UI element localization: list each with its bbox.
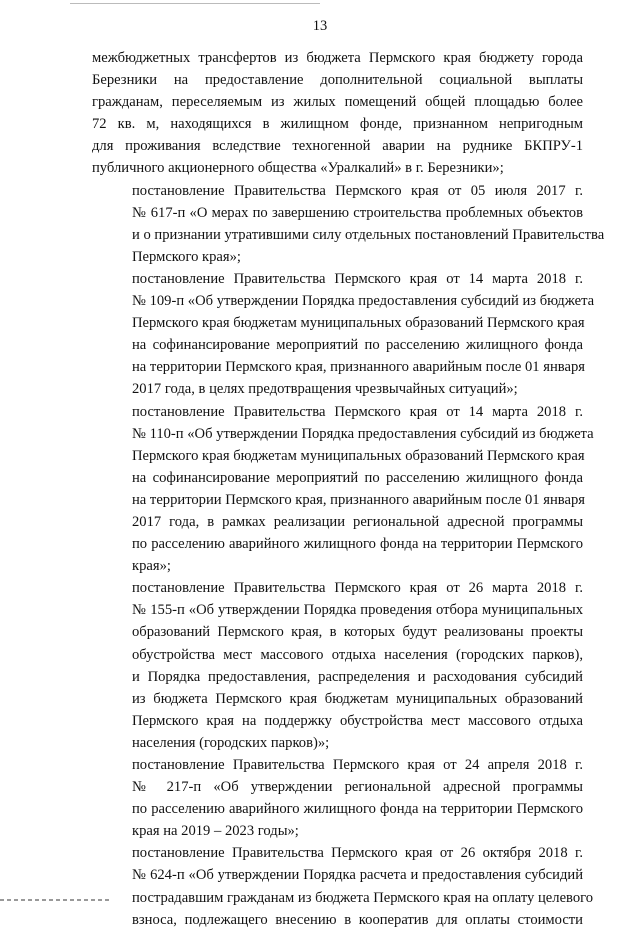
paragraph [92, 268, 595, 401]
text-line: постановление Правительства Пермского края от 26 марта 2018 г. [132, 580, 583, 597]
text-line: межбюджетных трансфертов из бюджета Пермского края бюджету города [92, 50, 583, 66]
text-line: на софинансирование мероприятий по расселению жилищного фонда [132, 469, 583, 486]
text-line: постановление Правительства Пермского края от 14 марта 2018 г. [132, 403, 583, 420]
text-line: № 110-п «Об утверждении Порядка предоставления субсидий из бюджета [132, 425, 594, 442]
paragraph [92, 842, 594, 930]
text-line: гражданам, переселяемым из жилых помещений общей площадью более [92, 94, 583, 111]
text-line: на территории Пермского края, признанного аварийным после 01 января [132, 491, 585, 508]
text-line: Пермского края»; [132, 248, 241, 265]
text-line: населения (городских парков)»; [132, 734, 330, 751]
text-line: по расселению аварийного жилищного фонда на территории Пермского [132, 801, 583, 818]
text-line: на территории Пермского края, признанного аварийным после 01 января [132, 359, 585, 376]
text-line: постановление Правительства Пермского края от 26 октября 2018 г. [132, 845, 583, 862]
paragraph [92, 577, 583, 754]
text-line: 72 кв. м, находящихся в жилищном фонде, признанном непригодным [92, 116, 583, 133]
text-line: 2017 года, в рамках реализации региональной адресной программы [132, 513, 583, 530]
text-line: по расселению аварийного жилищного фонда на территории Пермского [132, 536, 583, 553]
text-line: постановление Правительства Пермского края от 14 марта 2018 г. [132, 270, 583, 287]
text-line: № 617-п «О мерах по завершению строительства проблемных объектов [132, 204, 583, 221]
scan-artifact-top [70, 3, 320, 4]
text-line: Пермского края на поддержку обустройства мест массового отдыха [132, 712, 583, 729]
text-line: Пермского края бюджетам муниципальных образований Пермского края [132, 447, 585, 464]
paragraph [92, 47, 583, 180]
paragraph [92, 401, 594, 578]
text-line: Пермского края бюджетам муниципальных образований Пермского края [132, 315, 585, 332]
text-line: образований Пермского края, в которых будут реализованы проекты [132, 624, 583, 641]
text-line: из бюджета Пермского края бюджетам муниципальных образований [132, 690, 583, 707]
text-line: постановление Правительства Пермского края от 24 апреля 2018 г. [132, 757, 583, 773]
scan-artifact-bottom [0, 899, 110, 901]
text-line: обустройства мест массового отдыха населения (городских парков), [132, 646, 583, 663]
text-line: № 217-п «Об утверждении региональной адресной программы [132, 779, 583, 796]
text-line: 2017 года, в целях предотвращения чрезвычайных ситуаций»; [132, 381, 518, 398]
text-line: Березники на предоставление дополнительной социальной выплаты [92, 72, 583, 89]
text-line: и Порядка предоставления, распределения и расходования субсидий [132, 668, 583, 685]
text-line: № 624-п «Об утверждении Порядка расчета и предоставления субсидий [132, 867, 583, 884]
paragraph [92, 180, 605, 268]
document-body [92, 47, 605, 931]
text-line: публичного акционерного общества «Уралкалий» в г. Березники»; [92, 160, 504, 177]
text-line: взноса, подлежащего внесению в кооператив для оплаты стоимости [132, 911, 583, 928]
text-line: на софинансирование мероприятий по расселению жилищного фонда [132, 337, 583, 354]
text-line: края на 2019 – 2023 годы»; [132, 823, 299, 840]
text-line: для проживания вследствие техногенной аварии на руднике БКПРУ-1 [92, 138, 583, 155]
text-line: пострадавшим гражданам из бюджета Пермского края на оплату целевого [132, 889, 594, 906]
text-line: и о признании утратившими силу отдельных постановлений Правительства [132, 226, 605, 243]
text-line: № 155-п «Об утверждении Порядка проведения отбора муниципальных [132, 602, 583, 619]
text-line: края»; [132, 558, 171, 575]
page-number: 13 [312, 18, 328, 34]
text-line: постановление Правительства Пермского края от 05 июля 2017 г. [132, 182, 583, 199]
paragraph [92, 754, 583, 842]
text-line: № 109-п «Об утверждении Порядка предоставления субсидий из бюджета [132, 293, 595, 310]
